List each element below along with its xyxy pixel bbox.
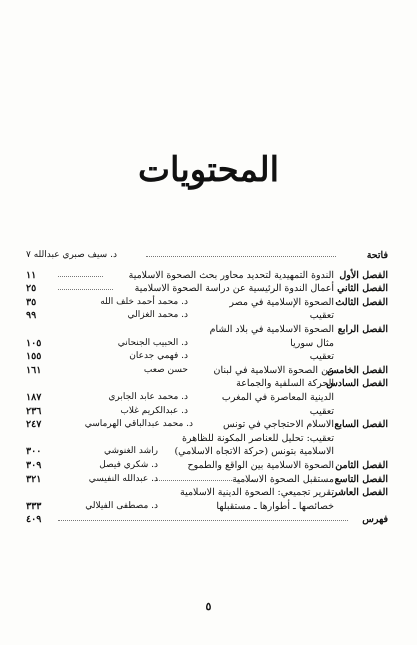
toc-page: ١٠٥ <box>26 337 42 349</box>
table-of-contents <box>26 249 388 527</box>
toc-title: مستقبل الصحوة الاسلامية <box>232 473 334 485</box>
toc-label: فاتحة <box>366 250 388 261</box>
toc-row <box>26 377 388 391</box>
toc-row <box>26 249 388 263</box>
leader-dots <box>58 520 348 521</box>
toc-label: الفصل العاشر <box>332 487 388 499</box>
toc-author: حسن صعب <box>143 364 188 375</box>
toc-author: د. مصطفى الفيلالي <box>85 500 158 511</box>
toc-row <box>26 323 388 337</box>
toc-row <box>26 459 388 473</box>
toc-author: د. عبدالله النفيسي <box>88 473 158 484</box>
toc-row <box>26 418 388 432</box>
toc-page: ٩٩ <box>26 310 37 322</box>
toc-title: الدينية المعاصرة في المغرب <box>221 391 334 403</box>
toc-title: تقرير تجميعي: الصحوة الدينية الاسلامية <box>179 487 334 499</box>
toc-author: د. الحبيب الجنحاني <box>117 337 188 348</box>
toc-page: ٣٠٠ <box>26 446 42 458</box>
toc-author: راشد الغنوشي <box>104 446 158 457</box>
leader-dots <box>146 256 336 257</box>
toc-page: ٣٣٣ <box>26 500 42 512</box>
toc-row <box>26 445 388 459</box>
toc-title: أعمال الندوة الرئيسية عن دراسة الصحوة الاسلامية <box>134 283 334 295</box>
toc-row <box>26 432 388 446</box>
toc-row <box>26 309 388 323</box>
toc-page: ٣٢١ <box>26 473 42 485</box>
toc-author: د. محمد عابد الجابري <box>108 391 188 402</box>
toc-label: الفصل الثامن <box>335 459 388 471</box>
toc-page: ٢٥ <box>26 283 37 295</box>
toc-title: الاسلامية بتونس (حركة الاتجاه الاسلامي) <box>174 446 334 458</box>
leader-dots <box>58 289 113 290</box>
toc-page: ٣٥ <box>26 296 37 308</box>
toc-page: ٢٤٧ <box>26 419 42 431</box>
toc-label: الفصل الثالث <box>335 296 388 308</box>
toc-page: ١٦١ <box>26 364 42 376</box>
toc-title: خصائصها ـ أطوارها ـ مستقبلها <box>216 500 334 512</box>
toc-title: الحركة السلفية والجماعة <box>236 378 334 390</box>
toc-title: تعقيب: تحليل للعناصر المكونة للظاهرة <box>181 432 334 444</box>
toc-title: الصحوة الإسلامية في مصر <box>229 296 334 308</box>
toc-title: الاسلام الاحتجاجي في تونس <box>222 419 334 431</box>
toc-label: فهرس <box>362 514 388 526</box>
toc-label: الفصل الثاني <box>337 283 388 295</box>
toc-label: الفصل السابع <box>334 419 388 431</box>
toc-row <box>26 405 388 419</box>
toc-title: مثال سوريا <box>290 337 334 349</box>
toc-title: تعقيب <box>309 351 334 363</box>
toc-row <box>26 350 388 364</box>
toc-page: ١٨٧ <box>26 391 42 403</box>
toc-page: ١١ <box>26 269 37 281</box>
toc-row <box>26 500 388 514</box>
toc-label: الفصل الأول <box>339 269 388 281</box>
toc-page: ٢٣٦ <box>26 405 42 417</box>
leader-dots <box>58 276 103 277</box>
toc-title: تعقيب <box>309 310 334 322</box>
toc-row <box>26 296 388 310</box>
toc-row <box>26 269 388 283</box>
toc-row <box>26 473 388 487</box>
toc-page: ٣٠٩ <box>26 459 42 471</box>
toc-author: د. محمد الغزالي <box>127 310 188 321</box>
toc-row <box>26 513 388 527</box>
toc-author: د. محمد عبدالباقي الهرماسي <box>84 419 193 430</box>
toc-label: الفصل الرابع <box>337 323 388 335</box>
toc-label: الفصل الخامس <box>327 364 388 376</box>
page-title: المحتويات <box>137 150 280 190</box>
toc-author: د. عبدالكريم غلاب <box>120 405 188 416</box>
toc-row <box>26 486 388 500</box>
toc-title: الصحوة الاسلامية في بلاد الشام <box>209 323 334 335</box>
toc-row <box>26 391 388 405</box>
toc-title: الصحوة الاسلامية بين الواقع والطموح <box>187 459 334 471</box>
toc-label: الفصل التاسع <box>334 473 388 485</box>
toc-title: تعقيب <box>309 405 334 417</box>
toc-page: ١٥٥ <box>26 351 42 363</box>
leader-dots <box>156 480 256 481</box>
toc-row <box>26 337 388 351</box>
toc-title: عن الصحوة الاسلامية في لبنان <box>213 364 334 376</box>
toc-title: الندوة التمهيدية لتحديد محاور بحث الصحوة الاسلامية <box>128 269 334 281</box>
toc-label: الفصل السادس <box>326 378 388 390</box>
toc-row <box>26 364 388 378</box>
toc-page: ٤٠٩ <box>26 514 42 526</box>
page-number: ٥ <box>205 600 212 613</box>
toc-author: د. سيف صبري عبدالله ٧ <box>26 250 117 260</box>
toc-author: د. شكري فيصل <box>99 459 158 470</box>
toc-author: د. محمد أحمد خلف الله <box>100 296 188 307</box>
toc-row <box>26 282 388 296</box>
toc-author: د. فهمي جدعان <box>129 351 188 362</box>
